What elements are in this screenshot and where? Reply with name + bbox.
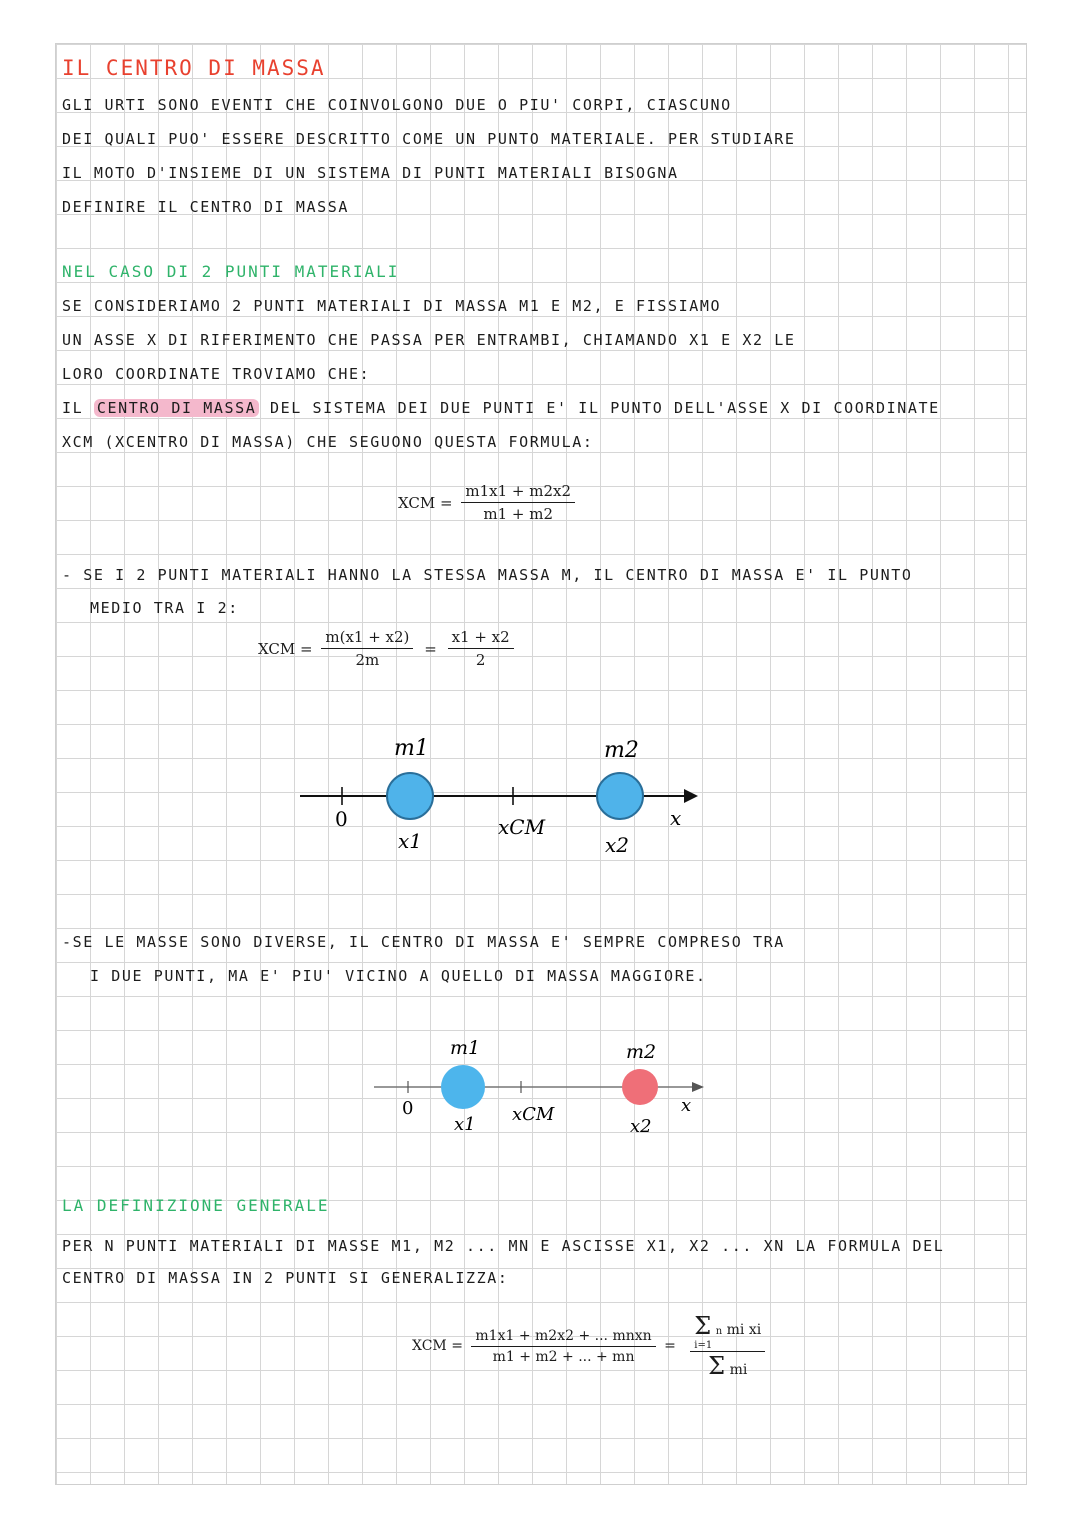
- section3-line-2: I DUE PUNTI, MA E' PIU' VICINO A QUELLO DI MASSA MAGGIORE.: [90, 967, 707, 985]
- formula4-denominator: m1 + m2 + ... + mn: [492, 1348, 635, 1365]
- summation-denominator: [690, 1352, 765, 1380]
- label-xcm-2: xCM: [512, 1104, 555, 1125]
- formula2-denominator-2: 2: [475, 651, 486, 669]
- label-x2-2: x2: [630, 1116, 652, 1137]
- section1-line-3: LORO COORDINATE TROVIAMO CHE:: [62, 365, 371, 383]
- formula2-numerator-1: m(x1 + x2): [321, 628, 413, 649]
- formula2-denominator-1: 2m: [355, 651, 380, 669]
- label-axis-x: x: [670, 806, 682, 830]
- section1-line-4-post: DEL SISTEMA DEI DUE PUNTI E' IL PUNTO DELL'ASSE X DI COORDINATE: [270, 399, 940, 417]
- section2-line-2: MEDIO TRA I 2:: [90, 599, 239, 617]
- sum-lower-limit: i=1: [694, 1340, 713, 1351]
- highlight-centro-di-massa: CENTRO DI MASSA: [94, 399, 259, 417]
- label-m1: m1: [394, 736, 429, 761]
- label-xcm: xCM: [498, 815, 546, 839]
- sum-upper-limit: n: [715, 1326, 723, 1337]
- mass-1-ball: [387, 773, 433, 819]
- label-x1: x1: [398, 829, 423, 853]
- section3-line-1: -SE LE MASSE SONO DIVERSE, IL CENTRO DI MASSA E' SEMPRE COMPRESO TRA: [62, 933, 785, 951]
- formula-lhs: XCM =: [398, 493, 453, 512]
- label-m1-2: m1: [450, 1037, 481, 1059]
- formula-denominator: m1 + m2: [483, 505, 554, 523]
- formula4-fraction: [471, 1328, 655, 1365]
- formula4-equals: =: [664, 1338, 676, 1354]
- label-m2: m2: [604, 738, 639, 763]
- x-axis-arrow: [684, 789, 698, 803]
- intro-line-2: DEI QUALI PUO' ESSERE DESCRITTO COME UN PUNTO MATERIALE. PER STUDIARE: [62, 130, 796, 148]
- sum-numerator-term: mi xi: [726, 1322, 762, 1338]
- intro-line-4: DEFINIRE IL CENTRO DI MASSA: [62, 198, 350, 216]
- sum-denominator-term: mi: [729, 1362, 748, 1378]
- label-origin-2: 0: [402, 1098, 414, 1119]
- summation-numerator: [690, 1312, 765, 1352]
- formula-numerator: m1x1 + m2x2: [461, 482, 575, 503]
- section1-line-1: SE CONSIDERIAMO 2 PUNTI MATERIALI DI MASSA M1 E M2, E FISSIAMO: [62, 297, 722, 315]
- mass-2-ball-2: [622, 1069, 658, 1105]
- label-x2: x2: [605, 833, 630, 857]
- formula2-numerator-2: x1 + x2: [448, 628, 514, 649]
- section-heading-general: LA DEFINIZIONE GENERALE: [62, 1196, 330, 1215]
- formula2-lhs: XCM =: [258, 639, 313, 658]
- x-axis-arrow-2: [692, 1082, 704, 1092]
- section1-line-2: UN ASSE X DI RIFERIMENTO CHE PASSA PER ENTRAMBI, CHIAMANDO X1 E X2 LE: [62, 331, 796, 349]
- intro-line-1: GLI URTI SONO EVENTI CHE COINVOLGONO DUE O PIU' CORPI, CIASCUNO: [62, 96, 732, 114]
- section4-line-2: CENTRO DI MASSA IN 2 PUNTI SI GENERALIZZA:: [62, 1269, 509, 1287]
- intro-line-3: IL MOTO D'INSIEME DI UN SISTEMA DI PUNTI MATERIALI BISOGNA: [62, 164, 679, 182]
- section4-line-1: PER N PUNTI MATERIALI DI MASSE M1, M2 ... MN E ASCISSE X1, X2 ... XN LA FORMULA DEL: [62, 1237, 945, 1255]
- summation-fraction: [690, 1312, 765, 1380]
- mass-2-ball: [597, 773, 643, 819]
- formula4-lhs: XCM =: [412, 1338, 463, 1354]
- formula-general: [412, 1312, 765, 1380]
- formula4-numerator: m1x1 + m2x2 + ... mnxn: [471, 1328, 655, 1347]
- sigma-symbol-top: Σ: [694, 1312, 712, 1340]
- label-m2-2: m2: [626, 1041, 657, 1063]
- section2-line-1: - SE I 2 PUNTI MATERIALI HANNO LA STESSA MASSA M, IL CENTRO DI MASSA E' IL PUNTO: [62, 566, 913, 584]
- section1-line-4-pre: IL: [62, 399, 84, 417]
- sigma-symbol-bottom: Σ: [708, 1352, 726, 1380]
- formula2-equals: =: [424, 639, 437, 658]
- mass-1-ball-2: [441, 1065, 485, 1109]
- section1-line-5: XCM (XCENTRO DI MASSA) CHE SEGUONO QUESTA FORMULA:: [62, 433, 594, 451]
- label-x1-2: x1: [454, 1114, 476, 1135]
- label-origin: 0: [335, 807, 348, 831]
- page-title: IL CENTRO DI MASSA: [62, 56, 326, 80]
- section-heading-two-points: NEL CASO DI 2 PUNTI MATERIALI: [62, 262, 400, 281]
- label-axis-x-2: x: [681, 1095, 692, 1116]
